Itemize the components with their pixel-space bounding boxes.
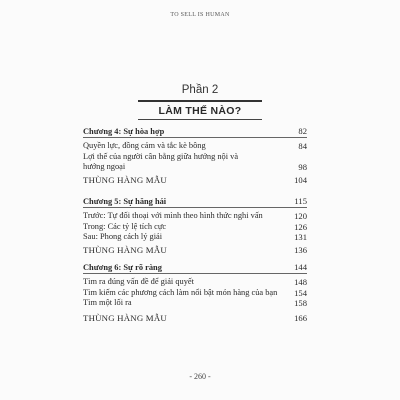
toc-entry-title: Tìm kiếm các phương cách làm nổi bật món hàng của bạn [83, 287, 278, 297]
chapter-page: 144 [294, 262, 307, 272]
toc-entry-page: 98 [298, 162, 307, 172]
chapter-heading [83, 196, 307, 206]
toc-entry [83, 152, 307, 173]
toc-entry-title: Tìm một lối ra [83, 298, 132, 307]
part-title-bottom-rule [138, 119, 262, 120]
chapter-separator [83, 273, 307, 274]
toc-chapter-6 [83, 262, 307, 323]
toc-entry-page: 154 [294, 287, 307, 298]
toc-entry-page: 120 [294, 211, 307, 221]
toc-entry-title: Trong: Các tỷ lệ tích cực [83, 221, 167, 231]
toc-entry-title: THÙNG HÀNG MẪU [83, 244, 167, 255]
part-label: Phần 2 [181, 84, 219, 96]
chapter-heading [83, 262, 307, 272]
chapter-separator [83, 207, 307, 208]
toc-entry-page: 136 [294, 244, 307, 255]
toc-entry [83, 175, 307, 186]
chapter-page: 115 [294, 196, 307, 206]
page-number: - 260 - [189, 372, 211, 381]
toc-entry [83, 232, 307, 243]
toc-entry [83, 222, 307, 233]
toc-entry-page: 148 [294, 277, 307, 287]
toc-chapter-5 [83, 196, 307, 255]
toc-entry [83, 277, 307, 288]
chapter-heading [83, 126, 307, 136]
toc-entry-page: 104 [294, 174, 307, 185]
toc-entry-title: THÙNG HÀNG MẪU [83, 174, 167, 185]
toc-entry [83, 288, 307, 299]
part-title: LÀM THẾ NÀO? [158, 105, 242, 117]
toc-entry [83, 298, 307, 309]
toc-entry [83, 313, 307, 324]
running-head: TO SELL IS HUMAN [170, 12, 230, 18]
toc-entry-page: 166 [294, 312, 307, 323]
toc-entry-title: Quyền lực, đồng cảm và tắc kè bông [83, 141, 206, 150]
toc-entry-page: 158 [294, 298, 307, 308]
toc-entry [83, 141, 307, 152]
toc-chapter-4 [83, 126, 307, 185]
chapter-title: Chương 6: Sự rõ ràng [83, 263, 162, 272]
part-title-block [138, 100, 262, 120]
toc-entry [83, 211, 307, 222]
toc-entry-title: Tìm ra đúng vấn đề để giải quyết [83, 277, 194, 286]
toc-entry-page: 126 [294, 221, 307, 232]
toc-entry-title: Trước: Tự đối thoại với mình theo hình thức nghi vấn [83, 211, 263, 220]
toc-entry-title: Lợi thế của người cân bằng giữa hướng nội và hướng ngoại [83, 151, 239, 171]
toc-entry-title: THÙNG HÀNG MẪU [83, 312, 167, 323]
chapter-page: 82 [298, 126, 307, 136]
toc-entry [83, 245, 307, 256]
toc-entry-page: 131 [294, 232, 307, 242]
chapter-title: Chương 4: Sự hòa hợp [83, 127, 165, 136]
chapter-title: Chương 5: Sự hăng hái [83, 197, 167, 206]
toc-entry-title: Sau: Phong cách lý giải [83, 232, 163, 241]
toc-entry-page: 84 [298, 141, 307, 151]
chapter-separator [83, 137, 307, 138]
